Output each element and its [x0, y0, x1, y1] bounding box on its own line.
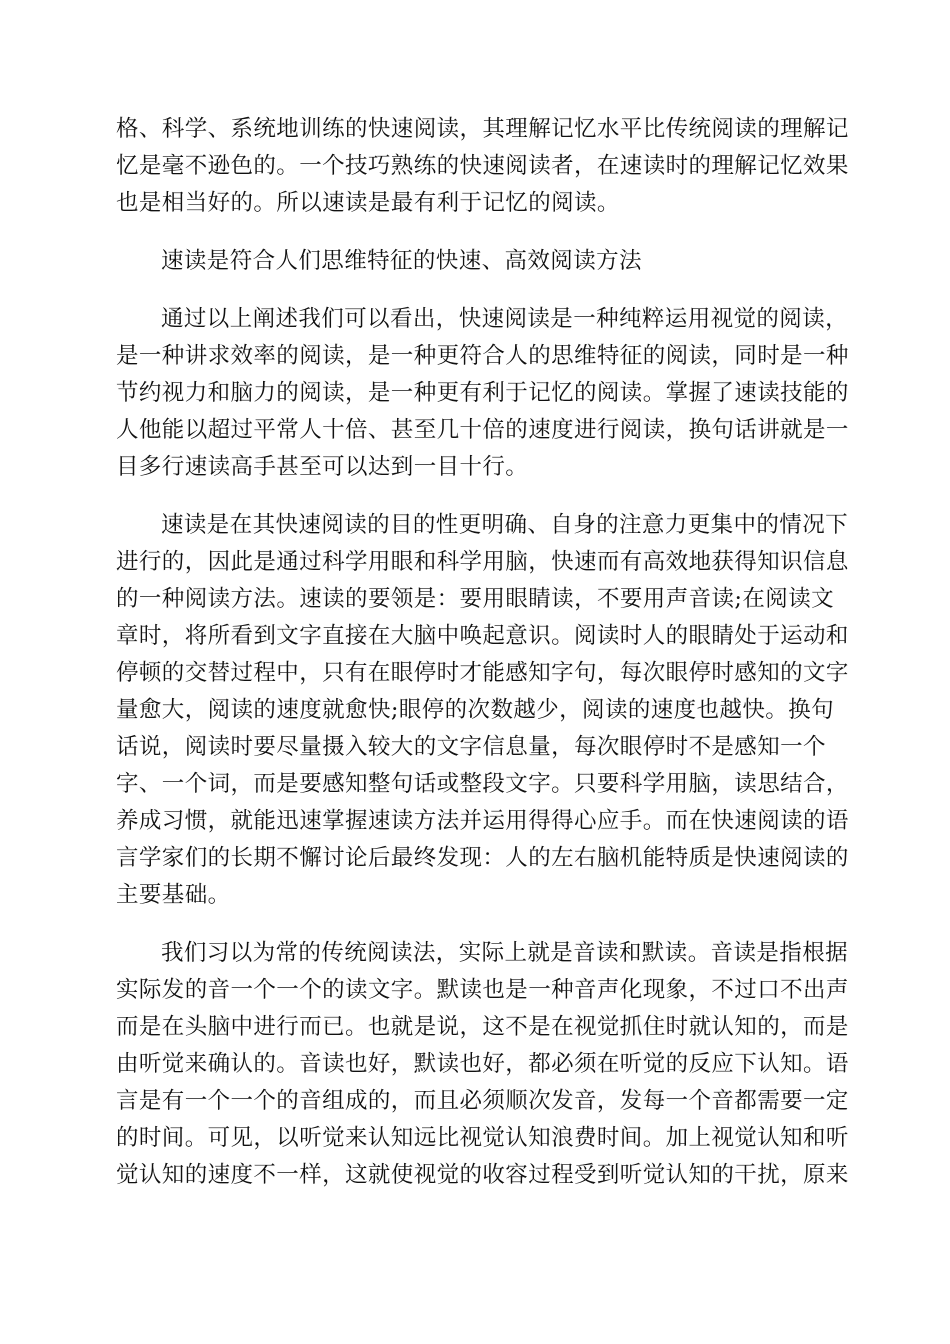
paragraph-4 — [116, 935, 849, 1194]
text-line: 我们习以为常的传统阅读法，实际上就是音读和默读。音读是指根据 — [161, 940, 849, 966]
paragraph-3 — [116, 507, 849, 914]
text-line: 章时，将所看到文字直接在大脑中唤起意识。阅读时人的眼睛处于运动和 — [116, 623, 849, 649]
text-line: 言学家们的长期不懈讨论后最终发现：人的左右脑机能特质是快速阅读的 — [116, 845, 849, 871]
text-line: 忆是毫不逊色的。一个技巧熟练的快速阅读者，在速读时的理解记忆效果 — [116, 153, 849, 179]
text-line: 进行的，因此是通过科学用眼和科学用脑，快速而有高效地获得知识信息 — [116, 549, 849, 575]
text-line: 是一种讲求效率的阅读，是一种更符合人的思维特征的阅读，同时是一种 — [116, 343, 849, 369]
text-line: 养成习惯，就能迅速掌握速读方法并运用得得心应手。而在快速阅读的语 — [116, 808, 849, 834]
text-line: 由听觉来确认的。音读也好，默读也好，都必须在听觉的反应下认知。语 — [116, 1051, 849, 1077]
text-line: 字、一个词，而是要感知整句话或整段文字。只要科学用脑，读思结合， — [116, 771, 849, 797]
text-line: 速读是符合人们思维特征的快速、高效阅读方法 — [161, 248, 642, 274]
text-line: 的一种阅读方法。速读的要领是：要用眼睛读，不要用声音读;在阅读文 — [116, 586, 834, 612]
paragraph-spacer — [116, 486, 834, 507]
text-line: 速读是在其快速阅读的目的性更明确、自身的注意力更集中的情况下 — [161, 512, 849, 538]
text-line: 言是有一个一个的音组成的，而且必须顺次发音，发每一个音都需要一定 — [116, 1088, 849, 1114]
paragraph-2 — [116, 301, 849, 486]
section-heading — [116, 243, 834, 280]
text-line: 实际发的音一个一个的读文字。默读也是一种音声化现象，不过口不出声 — [116, 977, 849, 1003]
text-line: 而是在头脑中进行而已。也就是说，这不是在视觉抓住时就认知的，而是 — [116, 1014, 849, 1040]
text-line: 通过以上阐述我们可以看出，快速阅读是一种纯粹运用视觉的阅读， — [161, 306, 849, 332]
text-line: 话说，阅读时要尽量摄入较大的文字信息量，每次眼停时不是感知一个 — [116, 734, 826, 760]
text-line: 人他能以超过平常人十倍、甚至几十倍的速度进行阅读，换句话讲就是一 — [116, 417, 849, 443]
text-line: 停顿的交替过程中，只有在眼停时才能感知字句，每次眼停时感知的文字 — [116, 660, 849, 686]
text-line: 目多行速读高手甚至可以达到一目十行。 — [116, 454, 529, 480]
document-body — [116, 111, 849, 1194]
text-line: 格、科学、系统地训练的快速阅读，其理解记忆水平比传统阅读的理解记 — [116, 116, 849, 142]
text-line: 也是相当好的。所以速读是最有利于记忆的阅读。 — [116, 190, 620, 216]
paragraph-spacer — [116, 280, 834, 301]
paragraph-spacer — [116, 914, 834, 935]
paragraph-1 — [116, 111, 849, 222]
text-line: 主要基础。 — [116, 882, 231, 908]
paragraph-spacer — [116, 222, 834, 243]
text-line: 觉认知的速度不一样，这就使视觉的收容过程受到听觉认知的干扰，原来 — [116, 1162, 849, 1188]
text-line: 量愈大，阅读的速度就愈快;眼停的次数越少，阅读的速度也越快。换句 — [116, 697, 834, 723]
text-line: 的时间。可见，以听觉来认知远比视觉认知浪费时间。加上视觉认知和听 — [116, 1125, 849, 1151]
text-line: 节约视力和脑力的阅读，是一种更有利于记忆的阅读。掌握了速读技能的 — [116, 380, 849, 406]
